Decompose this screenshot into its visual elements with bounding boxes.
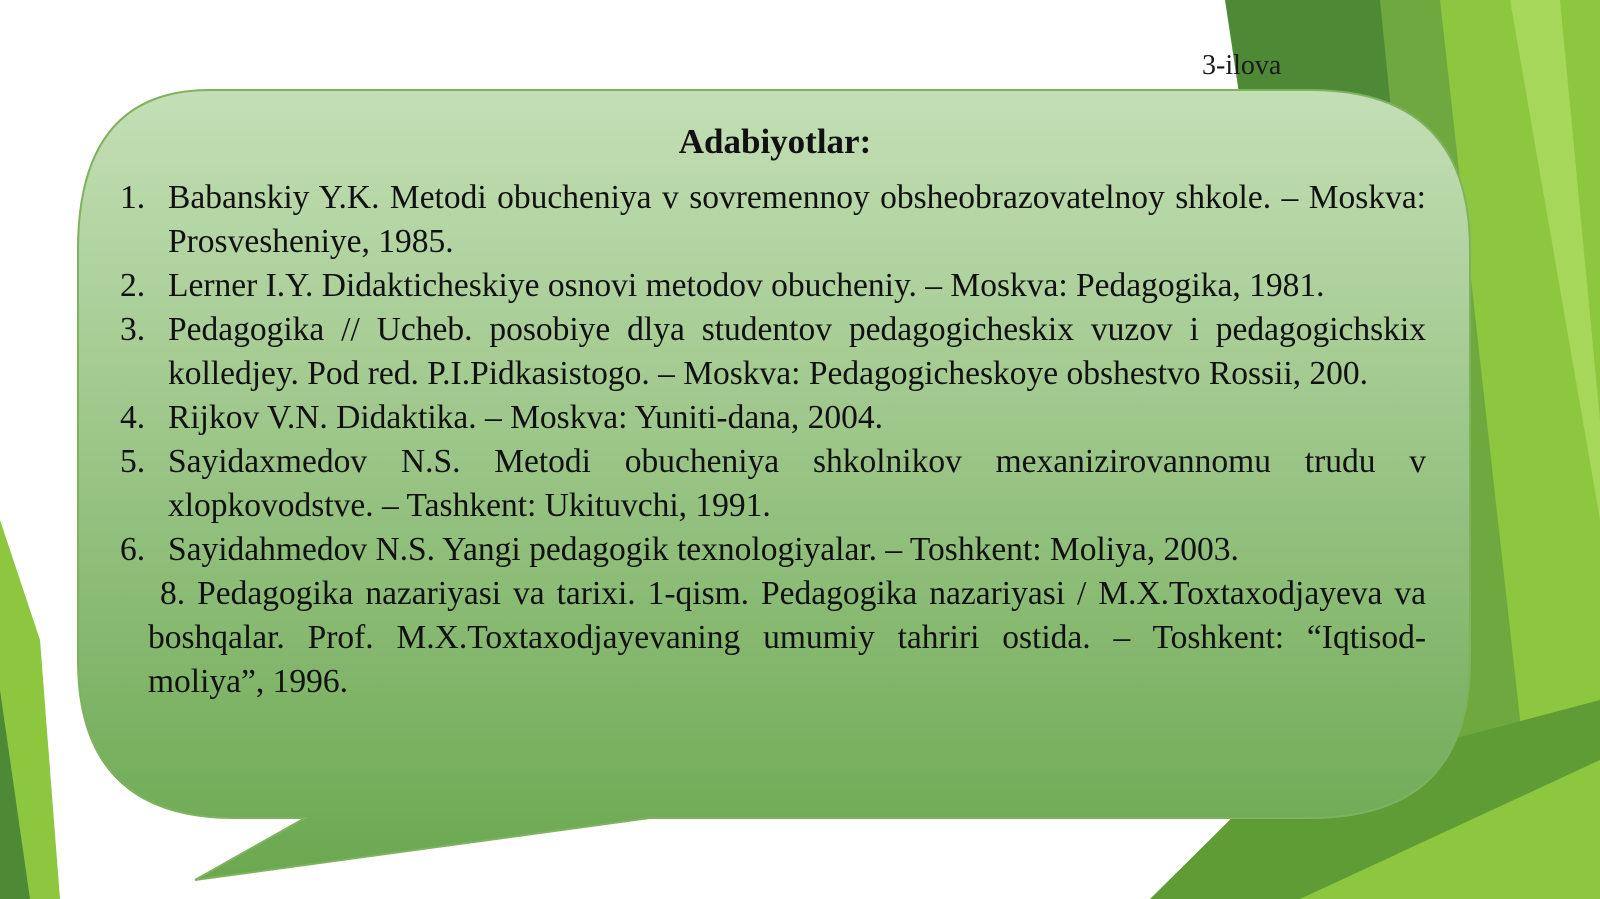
reference-item-5: [120, 440, 1426, 528]
reference-text: Pedagogika // Ucheb. posobiye dlya studentov pedagogicheskix vuzov i pedagogichskix kolledjey. Pod red. P.I.Pidkasistogo. – Moskva: Pedagogicheskoye obshestvo Rossii, 200.: [168, 311, 1426, 392]
reference-text: Babanskiy Y.K. Metodi obucheniya v sovremennoy obsheobrazovatelnoy shkole. – Moskva: Prosvesheniye, 1985.: [168, 179, 1426, 260]
reference-item-6: [120, 528, 1426, 572]
reference-text: Rijkov V.N. Didaktika. – Moskva: Yuniti-dana, 2004.: [168, 399, 883, 436]
reference-item-3: [120, 308, 1426, 396]
reference-number: 5.: [120, 443, 146, 480]
reference-item-8: 8. Pedagogika nazariyasi va tarixi. 1-qism. Pedagogika nazariyasi / M.X.Toxtaxodjayeva va boshqalar. Prof. M.X.Toxtaxodjayevaning umumiy tahriri ostida. – Toshkent: “Iqtisod-moliya”, 1996.: [148, 575, 1426, 700]
reference-text: Sayidahmedov N.S. Yangi pedagogik texnologiyalar. – Toshkent: Moliya, 2003.: [168, 531, 1239, 568]
annex-label: 3-ilova: [1202, 50, 1282, 81]
reference-text: Sayidaxmedov N.S. Metodi obucheniya shkolnikov mexanizirovannomu trudu v xlopkovodstve. – Tashkent: Ukituvchi, 1991.: [168, 443, 1426, 524]
reference-item-1: [120, 176, 1426, 264]
reference-list: [120, 176, 1426, 704]
reference-number: 4.: [120, 399, 146, 436]
reference-number: 6.: [120, 531, 146, 568]
reference-text: Lerner I.Y. Didakticheskiye osnovi metodov obucheniy. – Moskva: Pedagogika, 1981.: [168, 267, 1325, 304]
reference-number: 1.: [120, 179, 146, 216]
reference-number: 3.: [120, 311, 146, 348]
reference-item-4: [120, 396, 1426, 440]
page-title: Adabiyotlar:: [678, 122, 872, 161]
reference-number: 2.: [120, 267, 146, 304]
reference-item-2: [120, 264, 1426, 308]
